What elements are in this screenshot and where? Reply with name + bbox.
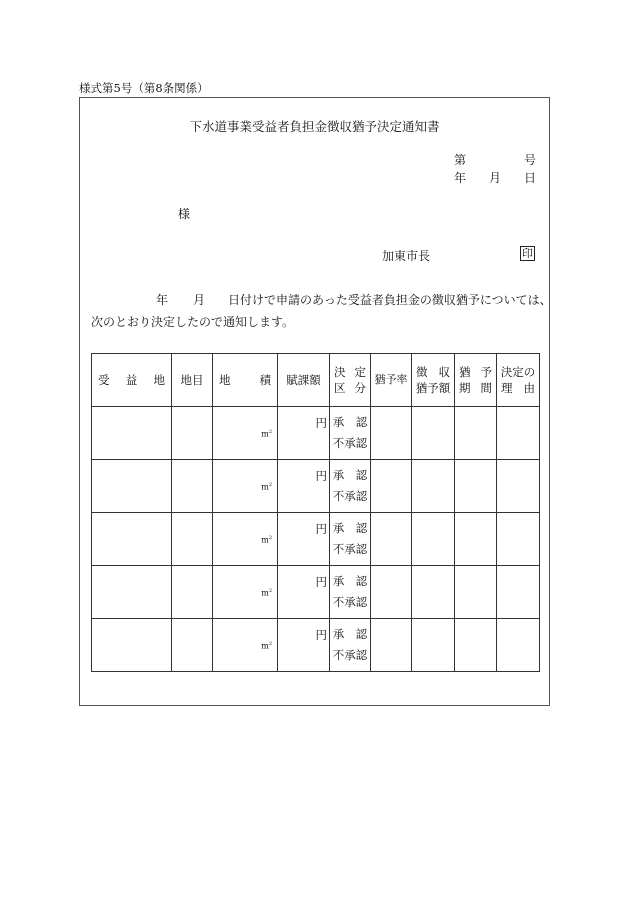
area-unit: $m^2$	[261, 429, 272, 439]
document-title: 下水道事業受益者負担金徴収猶予決定通知書	[189, 119, 440, 134]
cell-reason[interactable]	[497, 513, 540, 566]
cell-rate[interactable]	[371, 566, 412, 619]
cell-chimoku[interactable]	[172, 513, 213, 566]
cell-period[interactable]	[455, 619, 497, 672]
cell-deferred-amount[interactable]	[412, 566, 455, 619]
body-year: 年	[156, 293, 169, 307]
cell-reason[interactable]	[497, 407, 540, 460]
cell-decision[interactable]	[330, 513, 371, 566]
cell-decision[interactable]	[330, 566, 371, 619]
date-month: 月	[489, 171, 502, 185]
currency-label: 円	[315, 575, 327, 589]
cell-land[interactable]	[92, 619, 172, 672]
date-day: 日	[524, 171, 537, 185]
header-deferred-amount: 徴 収 猶予額	[412, 354, 455, 407]
area-unit: $m^2$	[261, 641, 272, 651]
table-row	[92, 407, 540, 460]
addressee-suffix: 様	[178, 207, 191, 221]
cell-decision[interactable]	[330, 460, 371, 513]
cell-area[interactable]	[213, 619, 278, 672]
area-unit: $m^2$	[261, 535, 272, 545]
header-area: 地 積	[213, 354, 278, 407]
table-row	[92, 513, 540, 566]
header-decision: 決 定 区 分	[330, 354, 371, 407]
seal-mark: 印	[522, 247, 533, 260]
cell-rate[interactable]	[371, 407, 412, 460]
approve-option[interactable]: 承 認	[332, 574, 368, 588]
currency-label: 円	[315, 628, 327, 642]
header-land: 受 益 地	[92, 354, 172, 407]
issuer-name: 加東市長	[382, 249, 431, 263]
currency-label: 円	[315, 522, 327, 536]
cell-amount[interactable]	[278, 407, 330, 460]
cell-amount[interactable]	[278, 619, 330, 672]
date-year: 年	[454, 171, 467, 185]
cell-deferred-amount[interactable]	[412, 619, 455, 672]
cell-chimoku[interactable]	[172, 407, 213, 460]
number-suffix: 号	[524, 153, 537, 167]
cell-amount[interactable]	[278, 513, 330, 566]
header-amount: 賦課額	[278, 354, 330, 407]
cell-land[interactable]	[92, 407, 172, 460]
table-row	[92, 460, 540, 513]
header-period: 猶 予 期 間	[455, 354, 497, 407]
cell-deferred-amount[interactable]	[412, 407, 455, 460]
currency-label: 円	[315, 469, 327, 483]
cell-period[interactable]	[455, 513, 497, 566]
deferral-table	[91, 353, 540, 672]
cell-deferred-amount[interactable]	[412, 460, 455, 513]
reject-option[interactable]: 不承認	[332, 648, 368, 662]
header-row	[92, 354, 540, 407]
reject-option[interactable]: 不承認	[332, 436, 368, 450]
cell-chimoku[interactable]	[172, 619, 213, 672]
cell-decision[interactable]	[330, 619, 371, 672]
cell-rate[interactable]	[371, 619, 412, 672]
form-label: 様式第5号（第8条関係）	[79, 81, 209, 95]
cell-period[interactable]	[455, 566, 497, 619]
table-row	[92, 619, 540, 672]
header-chimoku: 地目	[172, 354, 213, 407]
cell-land[interactable]	[92, 566, 172, 619]
cell-amount[interactable]	[278, 460, 330, 513]
body-month: 月	[193, 293, 206, 307]
cell-chimoku[interactable]	[172, 566, 213, 619]
body-text-line1: 日付けで申請のあった受益者負担金の徴収猶予については、	[228, 293, 552, 307]
cell-chimoku[interactable]	[172, 460, 213, 513]
header-rate: 猶予率	[371, 354, 412, 407]
cell-land[interactable]	[92, 513, 172, 566]
currency-label: 円	[315, 416, 327, 430]
cell-amount[interactable]	[278, 566, 330, 619]
approve-option[interactable]: 承 認	[332, 627, 368, 641]
approve-option[interactable]: 承 認	[332, 521, 368, 535]
cell-rate[interactable]	[371, 513, 412, 566]
cell-area[interactable]	[213, 513, 278, 566]
reject-option[interactable]: 不承認	[332, 595, 368, 609]
cell-decision[interactable]	[330, 407, 371, 460]
header-reason: 決定の 理 由	[497, 354, 540, 407]
cell-rate[interactable]	[371, 460, 412, 513]
cell-reason[interactable]	[497, 619, 540, 672]
table-row	[92, 566, 540, 619]
cell-land[interactable]	[92, 460, 172, 513]
body-text-line2: 次のとおり決定したので通知します。	[91, 315, 295, 329]
approve-option[interactable]: 承 認	[332, 415, 368, 429]
cell-period[interactable]	[455, 407, 497, 460]
number-prefix: 第	[454, 153, 467, 167]
reject-option[interactable]: 不承認	[332, 542, 368, 556]
cell-reason[interactable]	[497, 566, 540, 619]
cell-area[interactable]	[213, 460, 278, 513]
area-unit: $m^2$	[261, 588, 272, 598]
cell-reason[interactable]	[497, 460, 540, 513]
cell-deferred-amount[interactable]	[412, 513, 455, 566]
cell-period[interactable]	[455, 460, 497, 513]
cell-area[interactable]	[213, 566, 278, 619]
approve-option[interactable]: 承 認	[332, 468, 368, 482]
reject-option[interactable]: 不承認	[332, 489, 368, 503]
cell-area[interactable]	[213, 407, 278, 460]
area-unit: $m^2$	[261, 482, 272, 492]
